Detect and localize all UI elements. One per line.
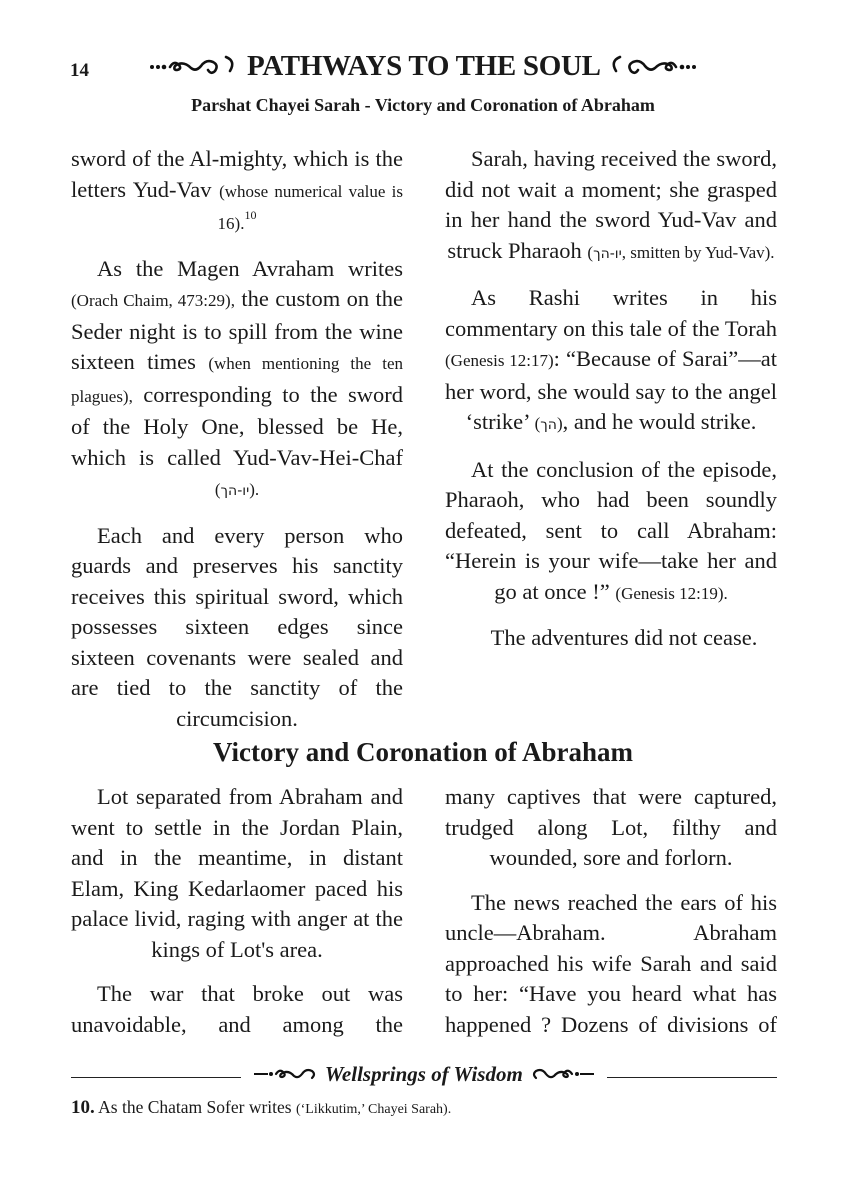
- paragraph: At the conclusion of the episode, Pharaoh, who had been soundly defeated, sent to call Abraham: “Herein is your wife—take her and go at once !” (Genesis 12:19).: [445, 456, 777, 604]
- left-column-bottom: [71, 782, 403, 1040]
- paragraph: The adventures did not cease.: [490, 625, 758, 650]
- hebrew-text: הך: [540, 417, 557, 433]
- flourish-left-icon: [148, 51, 240, 85]
- page-number: 14: [70, 60, 89, 81]
- hebrew-text: יו-הך: [220, 483, 250, 499]
- paragraph: As the Magen Avraham writes (Orach Chaim, 473:29), the custom on the Seder night is to spill from the wine sixteen times (when mentioning the ten plagues), corresponding to the sword of the Holy One, blessed be He, which is called Yud-Vav-Hei-Chaf (יו-הך).: [71, 255, 403, 499]
- footnote-divider: [71, 1062, 777, 1092]
- flourish-left-icon: [254, 1063, 320, 1089]
- footnote-ref[interactable]: 10: [244, 208, 257, 222]
- flourish-right-icon: [528, 1063, 594, 1089]
- footnote: 10. As the Chatam Sofer writes (‘Likkutim,’ Chayei Sarah).: [71, 1097, 452, 1118]
- right-column-bottom: [445, 782, 777, 1040]
- paragraph: Lot separated from Abraham and went to settle in the Jordan Plain, and in the meantime, in distant Elam, King Kedarlaomer paced his palace livid, raging with anger at the kings of Lot's area.: [71, 784, 403, 962]
- paragraph: The news reached the ears of his uncle—Abraham. Abraham approached his wife Sarah and said to her: “Have you heard what has happened ? Dozens of divisions of: [445, 889, 777, 1037]
- hebrew-text: יו-הך: [593, 245, 622, 262]
- paragraph: Each and every person who guards and preserves his sanctity receives this spiritual sword, which possesses sixteen edges since sixteen covenants were sealed and are tied to the sanctity of the circumcision.: [71, 522, 403, 731]
- divider-label: Wellsprings of Wisdom: [324, 1062, 523, 1086]
- right-column-top: [445, 144, 777, 654]
- paragraph: As Rashi writes in his commentary on this tale of the Torah (Genesis 12:17): “Because of Sarai”—at her word, she would say to the angel ‘strike’ (הך), and he would strike.: [445, 285, 777, 434]
- flourish-right-icon: [606, 51, 698, 85]
- footnote-number: 10.: [71, 1097, 95, 1118]
- paragraph: many captives that were captured, trudged along Lot, filthy and wounded, sore and forlorn.: [445, 784, 777, 870]
- left-column-top: [71, 144, 403, 734]
- running-title-text: PATHWAYS TO THE SOUL: [246, 50, 600, 82]
- paragraph: The war that broke out was unavoidable, and among the: [71, 981, 403, 1037]
- running-title: [0, 50, 846, 85]
- paragraph: Sarah, having received the sword, did not wait a moment; she grasped in her hand the sword Yud-Vav and struck Pharaoh (יו-הך, smitten by Yud-Vav).: [445, 146, 777, 263]
- running-subtitle: Parshat Chayei Sarah - Victory and Coronation of Abraham: [191, 95, 655, 115]
- paragraph: sword of the Al-mighty, which is the letters Yud-Vav (whose numerical value is 16).$^{10}$: [71, 146, 403, 233]
- section-heading: Victory and Coronation of Abraham: [212, 737, 634, 767]
